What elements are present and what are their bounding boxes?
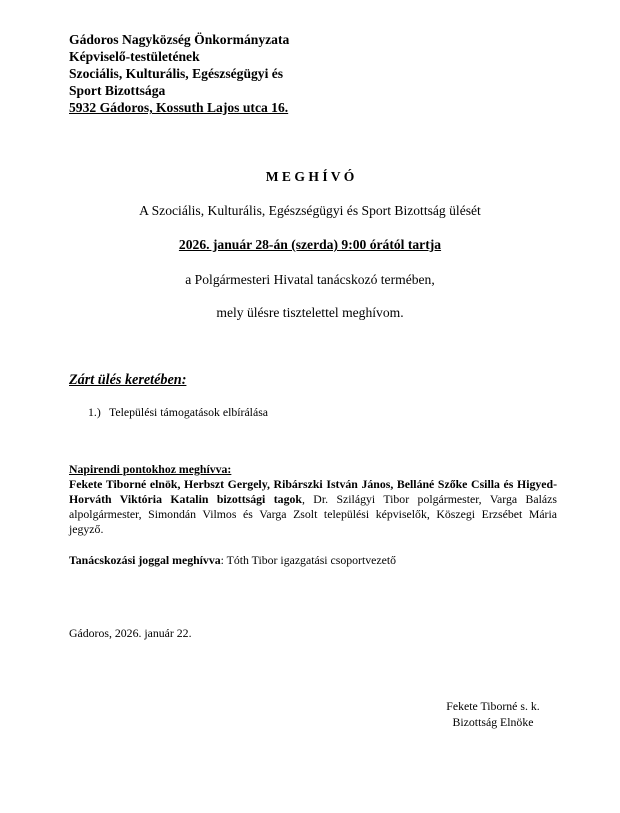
invitation-title: M E G H Í V Ó xyxy=(265,169,355,184)
header-line-2: Képviselő-testületének xyxy=(69,49,200,64)
invited-paragraph xyxy=(69,477,557,537)
invitation-line-4: mely ülésre tisztelettel meghívom. xyxy=(216,305,404,320)
invitation-line-1: A Szociális, Kulturális, Egészségügyi és Sport Bizottság ülését xyxy=(139,203,481,218)
agenda-item-number: 1.) xyxy=(88,405,101,419)
closed-session-heading: Zárt ülés keretében: xyxy=(69,372,187,388)
signature-name: Fekete Tiborné s. k. xyxy=(446,699,540,713)
signature-role: Bizottság Elnöke xyxy=(452,715,534,729)
invitation-date: 2026. január 28-án (szerda) 9:00 órától tartja xyxy=(178,237,442,252)
consult-label: Tanácskozási joggal meghívva xyxy=(69,553,221,567)
invited-others: , Dr. Szilágyi Tibor polgármester, Varga Balázs alpolgármester, Simondán Vilmos és Varga Zsolt települési képviselők, Köszegi Erzsébet Mária jegyző. xyxy=(69,492,557,536)
invited-members: Fekete Tiborné elnök, Herbszt Gergely, Ribárszki István János, Belláné Szőke Csilla és Higyed-Horváth Viktória Katalin bizottsági tagok xyxy=(69,477,557,506)
agenda-item-text: Települési támogatások elbírálása xyxy=(109,405,269,419)
place-date: Gádoros, 2026. január 22. xyxy=(69,626,192,640)
consult-line xyxy=(69,553,396,568)
invitation-line-3: a Polgármesteri Hivatal tanácskozó termében, xyxy=(185,272,435,287)
header-line-1: Gádoros Nagyközség Önkormányzata xyxy=(69,32,290,47)
header-line-4: Sport Bizottsága xyxy=(69,83,166,98)
consult-text: : Tóth Tibor igazgatási csoportvezető xyxy=(220,553,397,567)
header-address: 5932 Gádoros, Kossuth Lajos utca 16. xyxy=(69,100,289,115)
invited-heading: Napirendi pontokhoz meghívva: xyxy=(69,462,232,476)
header-line-3: Szociális, Kulturális, Egészségügyi és xyxy=(69,66,284,81)
